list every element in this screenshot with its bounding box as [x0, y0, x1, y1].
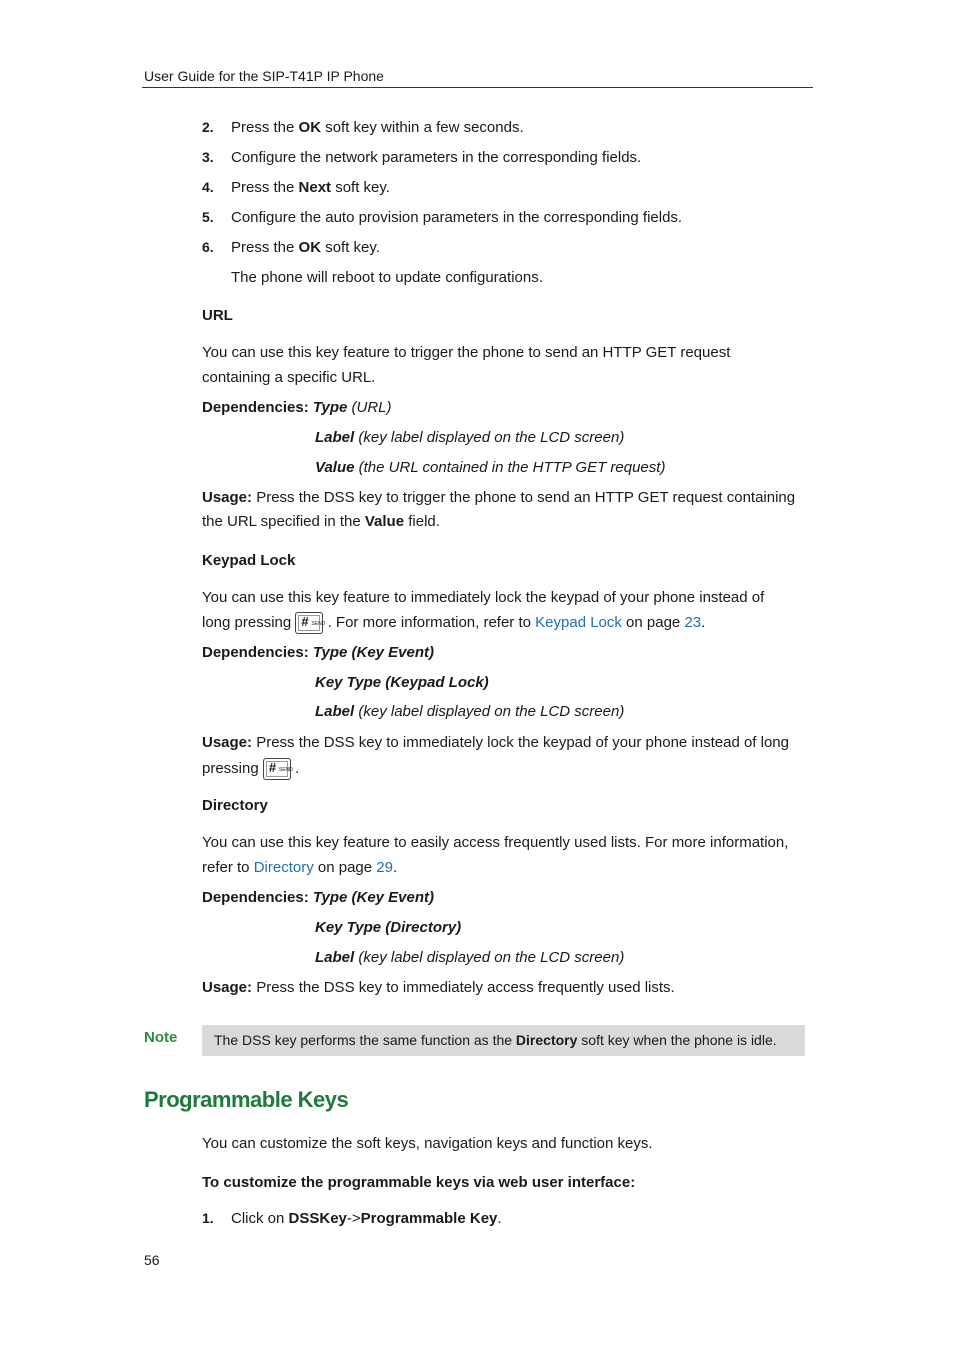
url-dep-value — [315, 459, 665, 476]
usage-text: pressing — [202, 759, 263, 777]
header-divider — [142, 87, 813, 88]
pound-send-key-icon — [263, 758, 291, 780]
directory-link[interactable]: Directory — [253, 859, 314, 876]
keypad-dep-keytype — [315, 674, 489, 691]
dep-type: Type — [312, 644, 348, 661]
reboot-note: The phone will reboot to update configurations. — [231, 269, 543, 286]
desc-text: . — [701, 613, 706, 631]
note-text: The DSS key performs the same function as the — [214, 1032, 516, 1048]
keypad-description-line2 — [202, 612, 705, 634]
usage-label: Usage: — [202, 979, 253, 996]
step-4 — [202, 179, 390, 196]
dep-label: Label — [315, 703, 355, 720]
dep-type-value: (Key Event) — [347, 644, 435, 661]
step-text: soft key. — [321, 239, 380, 256]
directory-dep-label — [315, 949, 624, 966]
step-5 — [202, 209, 683, 226]
step-number: 1. — [202, 1210, 214, 1226]
usage-label: Usage: — [202, 489, 253, 506]
url-usage-line2 — [202, 513, 440, 530]
softkey-next: Next — [298, 179, 332, 196]
dependencies-label: Dependencies: — [202, 889, 309, 906]
dep-label: Label — [315, 429, 355, 446]
step-1 — [202, 1210, 502, 1227]
keypad-lock-heading: Keypad Lock — [202, 552, 296, 569]
keypad-usage-line2 — [202, 758, 299, 780]
dependencies-label: Dependencies: — [202, 399, 309, 416]
url-heading: URL — [202, 307, 233, 324]
step-number: 6. — [202, 239, 214, 255]
directory-dependencies — [202, 889, 434, 906]
dep-value-desc: (the URL contained in the HTTP GET request) — [354, 459, 666, 476]
step-text: Configure the network parameters in the corresponding fields. — [231, 149, 642, 166]
note-label: Note — [144, 1029, 178, 1046]
step-number: 4. — [202, 179, 214, 195]
dep-label-desc: (key label displayed on the LCD screen) — [354, 703, 625, 720]
keypad-dependencies — [202, 644, 434, 661]
url-dep-label — [315, 429, 624, 446]
keypad-usage-line1 — [202, 734, 789, 751]
page-23-link[interactable]: 23 — [684, 613, 702, 631]
desc-text: . For more information, refer to — [327, 613, 536, 631]
step-text: Press the — [231, 239, 299, 256]
desc-text: on page — [313, 859, 377, 876]
keypad-description-line1: You can use this key feature to immediately lock the keypad of your phone instead of — [202, 589, 765, 606]
dep-type-value: (Key Event) — [347, 889, 435, 906]
key-hash: # — [268, 760, 277, 775]
url-description-line2: containing a specific URL. — [202, 369, 376, 386]
pound-send-key-icon — [295, 612, 326, 634]
usage-text: Press the DSS key to immediately access frequently used lists. — [252, 979, 675, 996]
keypad-dep-label — [315, 703, 624, 720]
usage-label: Usage: — [202, 734, 253, 751]
dep-key-type-value: (Directory) — [381, 919, 462, 936]
section-title: Programmable Keys — [144, 1087, 349, 1112]
page-29-link[interactable]: 29 — [376, 859, 393, 876]
step-text: -> — [346, 1210, 361, 1227]
directory-description-line1: You can use this key feature to easily access frequently used lists. For more information, — [202, 834, 789, 851]
directory-usage — [202, 979, 675, 996]
keypad-lock-link[interactable]: Keypad Lock — [535, 613, 622, 631]
usage-text: the URL specified in the — [202, 513, 365, 530]
key-send: SEND — [311, 621, 326, 627]
dependencies-label: Dependencies: — [202, 644, 309, 661]
step-6 — [202, 239, 380, 256]
programmable-intro: You can customize the soft keys, navigation keys and function keys. — [202, 1135, 653, 1152]
desc-text: . — [392, 859, 398, 876]
note-box — [202, 1025, 805, 1056]
dep-type-value: (URL) — [347, 399, 392, 416]
page-header-title: User Guide for the SIP-T41P IP Phone — [144, 68, 384, 84]
note-directory: Directory — [515, 1032, 578, 1048]
step-number: 3. — [202, 149, 214, 165]
softkey-ok: OK — [298, 239, 322, 256]
step-number: 2. — [202, 119, 214, 135]
step-text: . — [497, 1210, 502, 1227]
menu-programmable-key: Programmable Key — [360, 1210, 498, 1227]
step-text: soft key. — [331, 179, 390, 196]
directory-description-line2 — [202, 859, 397, 876]
step-3 — [202, 149, 642, 166]
usage-text: Press the DSS key to trigger the phone to send an HTTP GET request containing — [252, 489, 796, 506]
step-text: Press the — [231, 179, 299, 196]
dep-key-type: Key Type — [315, 919, 382, 936]
usage-text: Press the DSS key to immediately lock the keypad of your phone instead of long — [252, 734, 789, 751]
procedure-heading: To customize the programmable keys via web user interface: — [202, 1174, 636, 1191]
dep-label-desc: (key label displayed on the LCD screen) — [354, 949, 625, 966]
directory-heading: Directory — [202, 797, 268, 814]
note-text: soft key when the phone is idle. — [577, 1032, 777, 1048]
dep-type: Type — [312, 399, 348, 416]
url-dependencies — [202, 399, 392, 416]
menu-dsskey: DSSKey — [288, 1210, 347, 1227]
dep-label-desc: (key label displayed on the LCD screen) — [354, 429, 625, 446]
page-number: 56 — [144, 1252, 160, 1268]
step-text: soft key within a few seconds. — [321, 119, 524, 136]
step-2 — [202, 119, 524, 136]
step-text: Press the — [231, 119, 299, 136]
desc-text: on page — [621, 613, 685, 631]
key-send: SEND — [278, 767, 293, 773]
dep-key-type: Key Type — [315, 674, 382, 691]
dep-key-type-value: (Keypad Lock) — [381, 674, 489, 691]
desc-text: refer to — [202, 859, 254, 876]
dep-label: Label — [315, 949, 355, 966]
usage-text: field. — [404, 513, 440, 530]
step-number: 5. — [202, 209, 214, 225]
usage-text: . — [295, 759, 300, 777]
dep-type: Type — [312, 889, 348, 906]
url-usage-line1 — [202, 489, 795, 506]
step-text: Click on — [231, 1210, 289, 1227]
step-text: Configure the auto provision parameters in the corresponding fields. — [231, 209, 683, 226]
key-hash: # — [301, 614, 309, 629]
softkey-ok: OK — [298, 119, 322, 136]
field-value: Value — [364, 513, 405, 530]
dep-value: Value — [315, 459, 355, 476]
url-description-line1: You can use this key feature to trigger the phone to send an HTTP GET request — [202, 344, 731, 361]
directory-dep-keytype — [315, 919, 461, 936]
desc-text: long pressing — [202, 613, 296, 631]
